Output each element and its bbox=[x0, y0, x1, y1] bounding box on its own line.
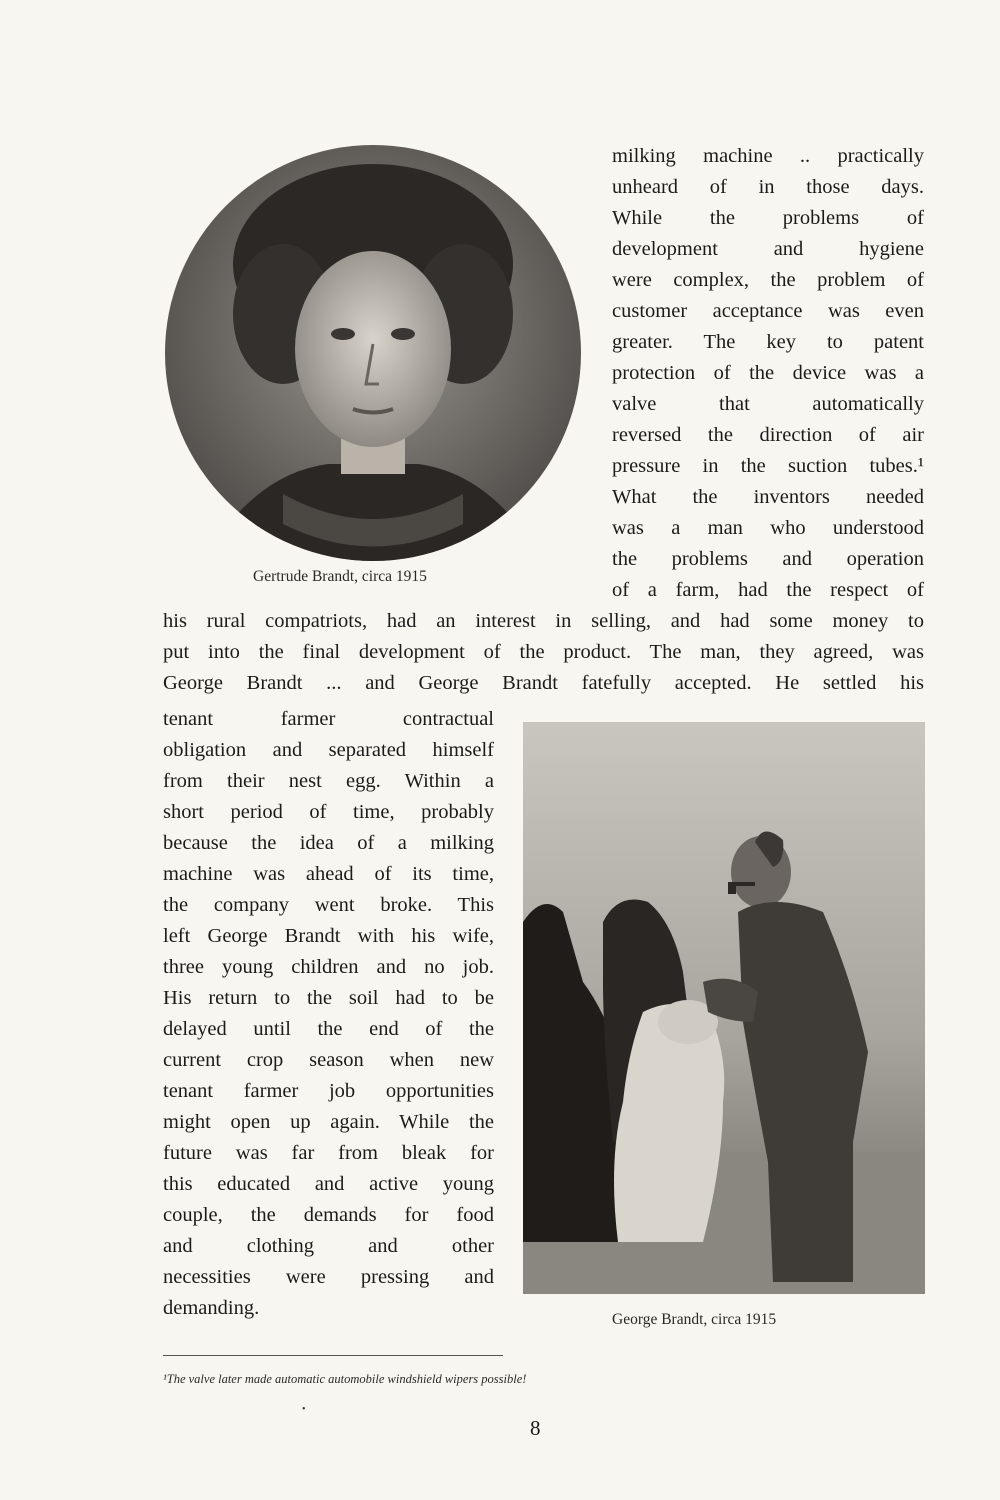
left-column-line: and clothing and other bbox=[163, 1235, 494, 1257]
portrait-photo-icon bbox=[163, 144, 583, 562]
right-column-line: development and hygiene bbox=[612, 238, 924, 260]
right-column-line: of a farm, had the respect of bbox=[612, 579, 924, 601]
left-column-line: three young children and no job. bbox=[163, 956, 494, 978]
right-column-line: reversed the direction of air bbox=[612, 424, 924, 446]
page-number: 8 bbox=[530, 1416, 541, 1440]
right-column-line: valve that automatically bbox=[612, 393, 924, 415]
right-column-line: protection of the device was a bbox=[612, 362, 924, 384]
footnote: ¹The valve later made automatic automobile windshield wipers possible! bbox=[163, 1372, 527, 1386]
right-column-line: What the inventors needed bbox=[612, 486, 924, 508]
full-width-line: put into the final development of the product. The man, they agreed, was bbox=[163, 641, 924, 663]
left-column-line: the company went broke. This bbox=[163, 894, 494, 916]
full-width-line: his rural compatriots, had an interest in selling, and had some money to bbox=[163, 610, 924, 632]
right-column-line: were complex, the problem of bbox=[612, 269, 924, 291]
left-column-line: delayed until the end of the bbox=[163, 1018, 494, 1040]
right-column-line: milking machine .. practically bbox=[612, 145, 924, 167]
right-column-line: was a man who understood bbox=[612, 517, 924, 539]
gertrude-caption: Gertrude Brandt, circa 1915 bbox=[253, 568, 427, 585]
left-column-line: might open up again. While the bbox=[163, 1111, 494, 1133]
right-column-line: the problems and operation bbox=[612, 548, 924, 570]
footnote-rule bbox=[163, 1355, 503, 1356]
right-column-line: While the problems of bbox=[612, 207, 924, 229]
left-column-line: necessities were pressing and bbox=[163, 1266, 494, 1288]
farm-photo-icon bbox=[523, 722, 925, 1294]
left-column-line: obligation and separated himself bbox=[163, 739, 494, 761]
left-column-line: future was far from bleak for bbox=[163, 1142, 494, 1164]
right-column-line: unheard of in those days. bbox=[612, 176, 924, 198]
full-width-line: George Brandt ... and George Brandt fatefully accepted. He settled his bbox=[163, 672, 924, 694]
left-column-line: from their nest egg. Within a bbox=[163, 770, 494, 792]
left-column-line: current crop season when new bbox=[163, 1049, 494, 1071]
left-column-line: because the idea of a milking bbox=[163, 832, 494, 854]
left-column-line: this educated and active young bbox=[163, 1173, 494, 1195]
left-column-line: left George Brandt with his wife, bbox=[163, 925, 494, 947]
left-column-line: tenant farmer job opportunities bbox=[163, 1080, 494, 1102]
right-column-line: pressure in the suction tubes.¹ bbox=[612, 455, 924, 477]
left-column-line: His return to the soil had to be bbox=[163, 987, 494, 1009]
left-column-line: tenant farmer contractual bbox=[163, 708, 494, 730]
left-column-line: demanding. bbox=[163, 1297, 260, 1319]
george-caption: George Brandt, circa 1915 bbox=[612, 1311, 777, 1328]
right-column-line: customer acceptance was even bbox=[612, 300, 924, 322]
left-column-line: machine was ahead of its time, bbox=[163, 863, 494, 885]
george-farm-photo bbox=[523, 722, 925, 1294]
print-speck: • bbox=[302, 1404, 306, 1415]
right-column-line: greater. The key to patent bbox=[612, 331, 924, 353]
left-column-line: short period of time, probably bbox=[163, 801, 494, 823]
left-column-line: couple, the demands for food bbox=[163, 1204, 494, 1226]
gertrude-portrait-photo bbox=[163, 144, 583, 562]
